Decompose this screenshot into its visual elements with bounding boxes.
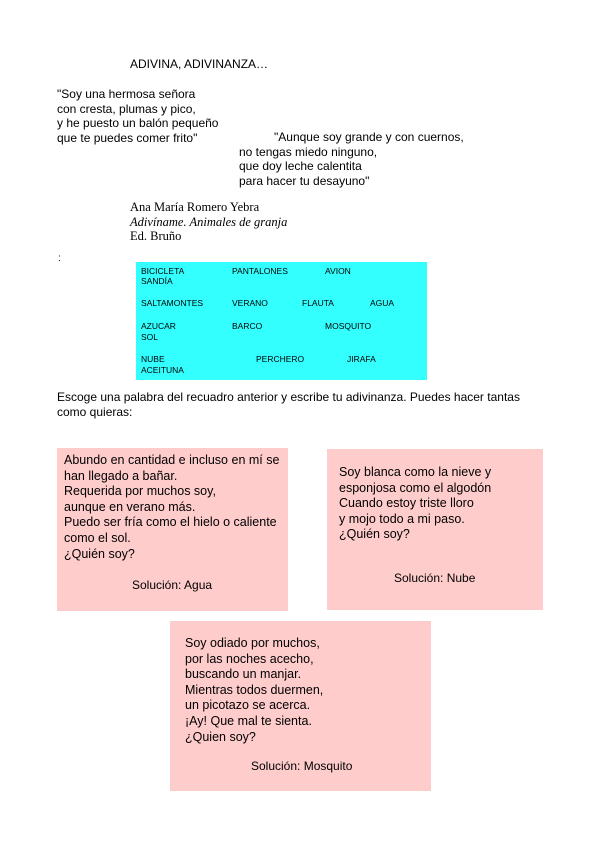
riddle-line: Puedo ser fría como el hielo o caliente [64,515,277,530]
riddle-line: ¿Quien soy? [185,729,256,744]
word-item: PERCHERO [256,354,305,364]
word-item: BICICLETA [141,266,185,276]
word-item: PANTALONES [232,266,288,276]
instructions-line: Escoge una palabra del recuadro anterior y escribe tu adivinanza. Puedes hacer tantas [57,390,520,404]
riddle-solution: Solución: Nube [394,571,476,585]
poem-line: "Soy una hermosa señora [57,87,196,101]
citation [130,200,287,244]
word-box [136,262,427,380]
riddle-line: Mientras todos duermen, [185,682,324,697]
word-item: SOL [141,332,159,342]
riddle-line: ¡Ay! Que mal te sienta. [185,713,312,728]
poem-hen [57,87,218,145]
riddle-line: aunque en verano más. [64,499,196,514]
instructions [57,390,520,419]
riddle-line: por las noches acecho, [185,651,314,666]
poem-line: que doy leche calentita [239,159,362,173]
riddle-line: Cuando estoy triste lloro [339,496,474,511]
word-item: AGUA [370,298,395,308]
riddle-line: ¿Quién soy? [64,546,135,561]
riddle-text [64,453,279,562]
riddle-line: y mojo todo a mi paso. [339,511,465,526]
citation-author: Ana María Romero Yebra [130,200,260,214]
word-item: NUBE [141,354,165,364]
stray-colon: : [58,253,61,264]
word-item: MOSQUITO [325,321,372,331]
page-title: ADIVINA, ADIVINANZA… [130,57,269,71]
citation-publisher: Ed. Bruño [130,229,182,243]
riddle-line: Abundo en cantidad e incluso en mí se [64,453,280,467]
word-item: SALTAMONTES [141,298,204,308]
instructions-line: como quieras: [57,404,133,419]
riddle-line: han llegado a bañar. [64,468,178,483]
poem-line: no tengas miedo ninguno, [239,144,378,159]
riddle-line: un picotazo se acerca. [185,698,311,713]
word-item: AZUCAR [141,321,176,331]
word-item: SANDÍA [141,276,173,286]
riddle-solution: Solución: Agua [132,578,213,592]
riddle-line: Soy blanca como la nieve y [339,465,492,479]
poem-line: y he puesto un balón pequeño [57,116,219,130]
poem-line: que te puedes comer frito" [57,130,198,145]
poem-line: "Aunque soy grande y con cuernos, [274,130,464,144]
riddle-line: esponjosa como el algodón [339,480,492,495]
riddle-line: como el sol. [64,530,131,545]
word-item: FLAUTA [302,298,334,308]
riddle-text [339,465,491,543]
riddle-line: Soy odiado por muchos, [185,636,320,650]
riddle-card-mosquito [170,621,431,791]
word-item: AVION [325,266,351,276]
poem-line: con cresta, plumas y pico, [57,101,196,116]
word-item: BARCO [232,321,263,331]
poem-line: para hacer tu desayuno" [239,173,370,188]
riddle-line: ¿Quién soy? [339,527,410,542]
riddle-line: buscando un manjar. [185,667,302,682]
citation-book: Adivíname. Animales de granja [130,214,288,229]
riddle-line: Requerida por muchos soy, [64,484,216,499]
word-item: VERANO [232,298,268,308]
word-item: JIRAFA [347,354,376,364]
riddle-card-agua [57,448,288,611]
riddle-card-nube [327,449,543,610]
word-item: ACEITUNA [141,365,184,375]
riddle-text [185,636,323,745]
poem-cow [239,130,464,188]
riddle-solution: Solución: Mosquito [251,759,353,773]
